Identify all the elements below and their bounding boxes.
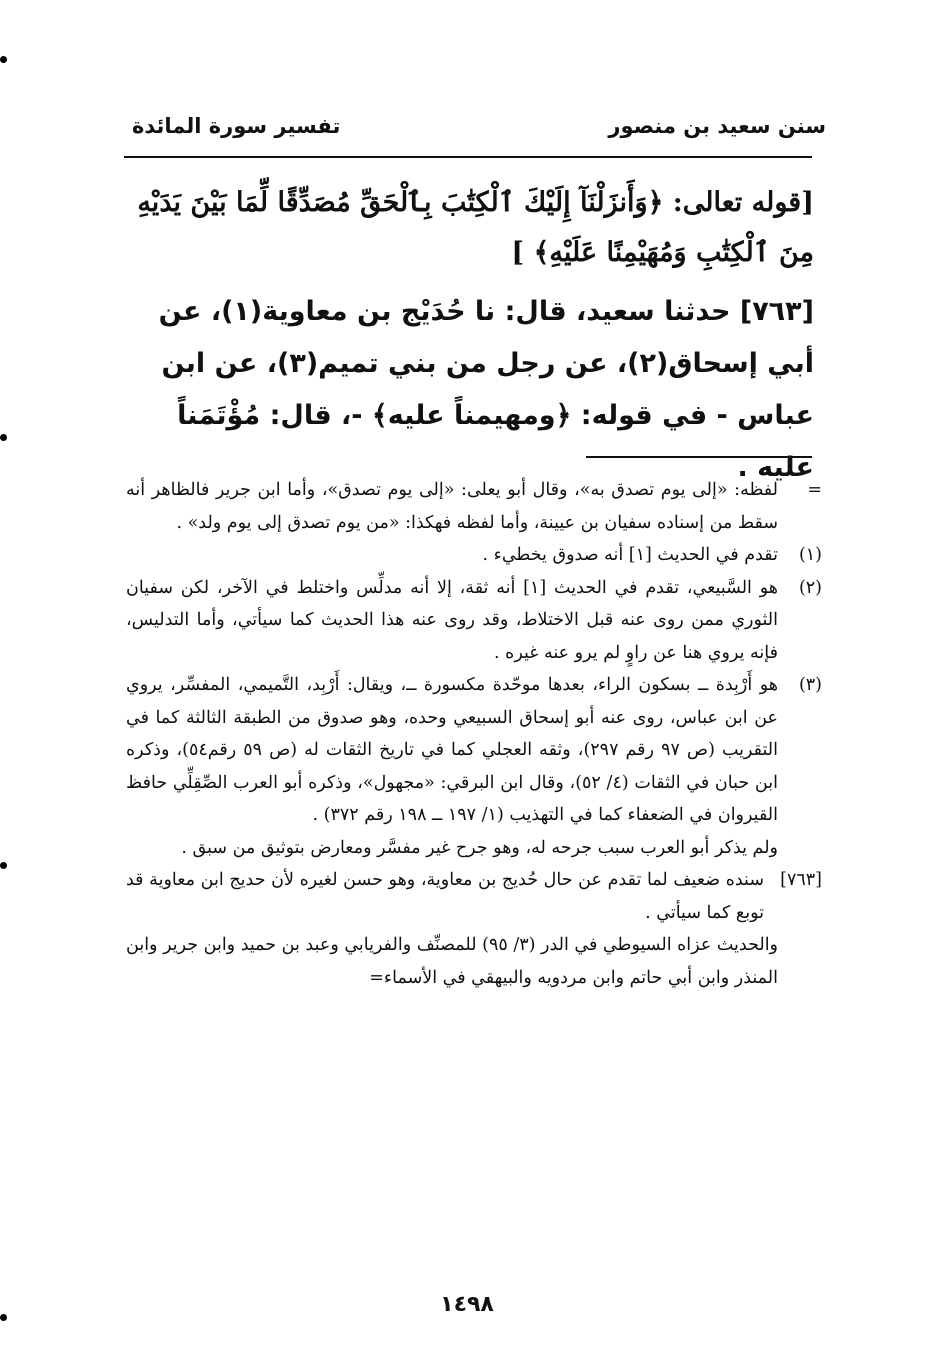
hadith-grading-note [126, 864, 822, 929]
hadith-text: [٧٦٣] حدثنا سعيد، قال: نا حُدَيْج بن معاوية(١)، عن أبي إسحاق(٢)، عن رجل من بني تميم(٣)، عن ابن عباس - في قوله: ﴿ومهيمناً عليه﴾ -، قال: مُؤْتَمَناً عليه . [158, 296, 814, 483]
grading-text: سنده ضعيف لما تقدم عن حال حُديج بن معاوية، وهو حسن لغيره لأن حديج ابن معاوية قد توبع كما سيأتي . [126, 870, 764, 923]
footnote-marker: (٣) [798, 675, 822, 695]
hadith-number-marker: [٧٦٣] [780, 870, 822, 890]
footnote-text: لفظه: «إلى يوم تصدق به»، وقال أبو يعلى: «إلى يوم تصدق»، وأما ابن جرير فالظاهر أنه سقط من إسناده سفيان بن عيينة، وأما لفظه فهكذا: «من يوم تصدق إلى يوم ولد» . [126, 480, 778, 533]
footnote-marker: = [807, 480, 822, 500]
footnote-marker: (٢) [798, 577, 822, 598]
header-rule [124, 156, 812, 158]
binding-hole-mark [0, 434, 7, 441]
footnote-continuation [126, 474, 822, 539]
footnote-text: هو أَرْبِدة ــ بسكون الراء، بعدها موحّدة مكسورة ــ، ويقال: أَرْبِد، التَّميمي، المفسِّر، يروي عن ابن عباس، روى عنه أبو إسحاق السبيعي وحده، وهو صدوق من الطبقة الثالثة كما في التقريب (ص ٩٧ رقم ٢٩٧)، وثقه العجلي كما في تاريخ الثقات له (ص ٥٩ رقم٥٤)، وذكره ابن حبان في الثقات (٤/ ٥٢)، وقال ابن البرقي: «مجهول»، وذكره أبو العرب الصِّقِلِّي حافظ القيروان في الضعفاء كما في التهذيب (١/ ١٩٧ ــ ١٩٨ رقم ٣٧٢) . [126, 675, 778, 825]
binding-hole-mark [0, 862, 7, 869]
footnote-3 [126, 669, 822, 832]
takhrij-text: والحديث عزاه السيوطي في الدر (٣/ ٩٥) للمصنِّف والفريابي وعبد بن حميد وابن جرير وابن المنذر وابن أبي حاتم وابن مردويه والبيهقي في الأسماء= [126, 935, 779, 988]
footnote-separator [586, 456, 812, 458]
page-number: ١٤٩٨ [440, 1292, 494, 1317]
footnotes [126, 474, 822, 994]
running-header-section-title: تفسير سورة المائدة [132, 114, 341, 138]
binding-hole-mark [0, 56, 7, 63]
footnote-marker: (١) [798, 545, 822, 565]
footnote-text: تقدم في الحديث [١] أنه صدوق يخطيء . [482, 545, 778, 565]
verse-heading: [قوله تعالى: ﴿وَأَنزَلْنَآ إِلَيْكَ ٱلْكِتَٰبَ بِٱلْحَقِّ مُصَدِّقًا لِّمَا بَيْنَ يَدَيْهِ مِنَ ٱلْكِتَٰبِ وَمُهَيْمِنًا عَلَيْهِ﴾ ] [137, 187, 814, 268]
footnote-2 [126, 572, 822, 670]
footnote-3-continuation: ولم يذكر أبو العرب سبب جرحه له، وهو جرح غير مفسَّر ومعارض بتوثيق من سبق . [181, 837, 778, 858]
footnote-1 [126, 539, 822, 572]
footnote-text: هو السَّبيعي، تقدم في الحديث [١] أنه ثقة، إلا أنه مدلِّس واختلط في الآخر، لكن سفيان الثوري ممن روى عنه قبل الاختلاط، وقد روى عنه هذا الحديث كما سيأتي، وأما التدليس، فإنه يروي هنا عن راوٍ لم يرو عنه غيره . [126, 577, 779, 663]
running-header-book-title: سنن سعيد بن منصور [608, 114, 826, 138]
